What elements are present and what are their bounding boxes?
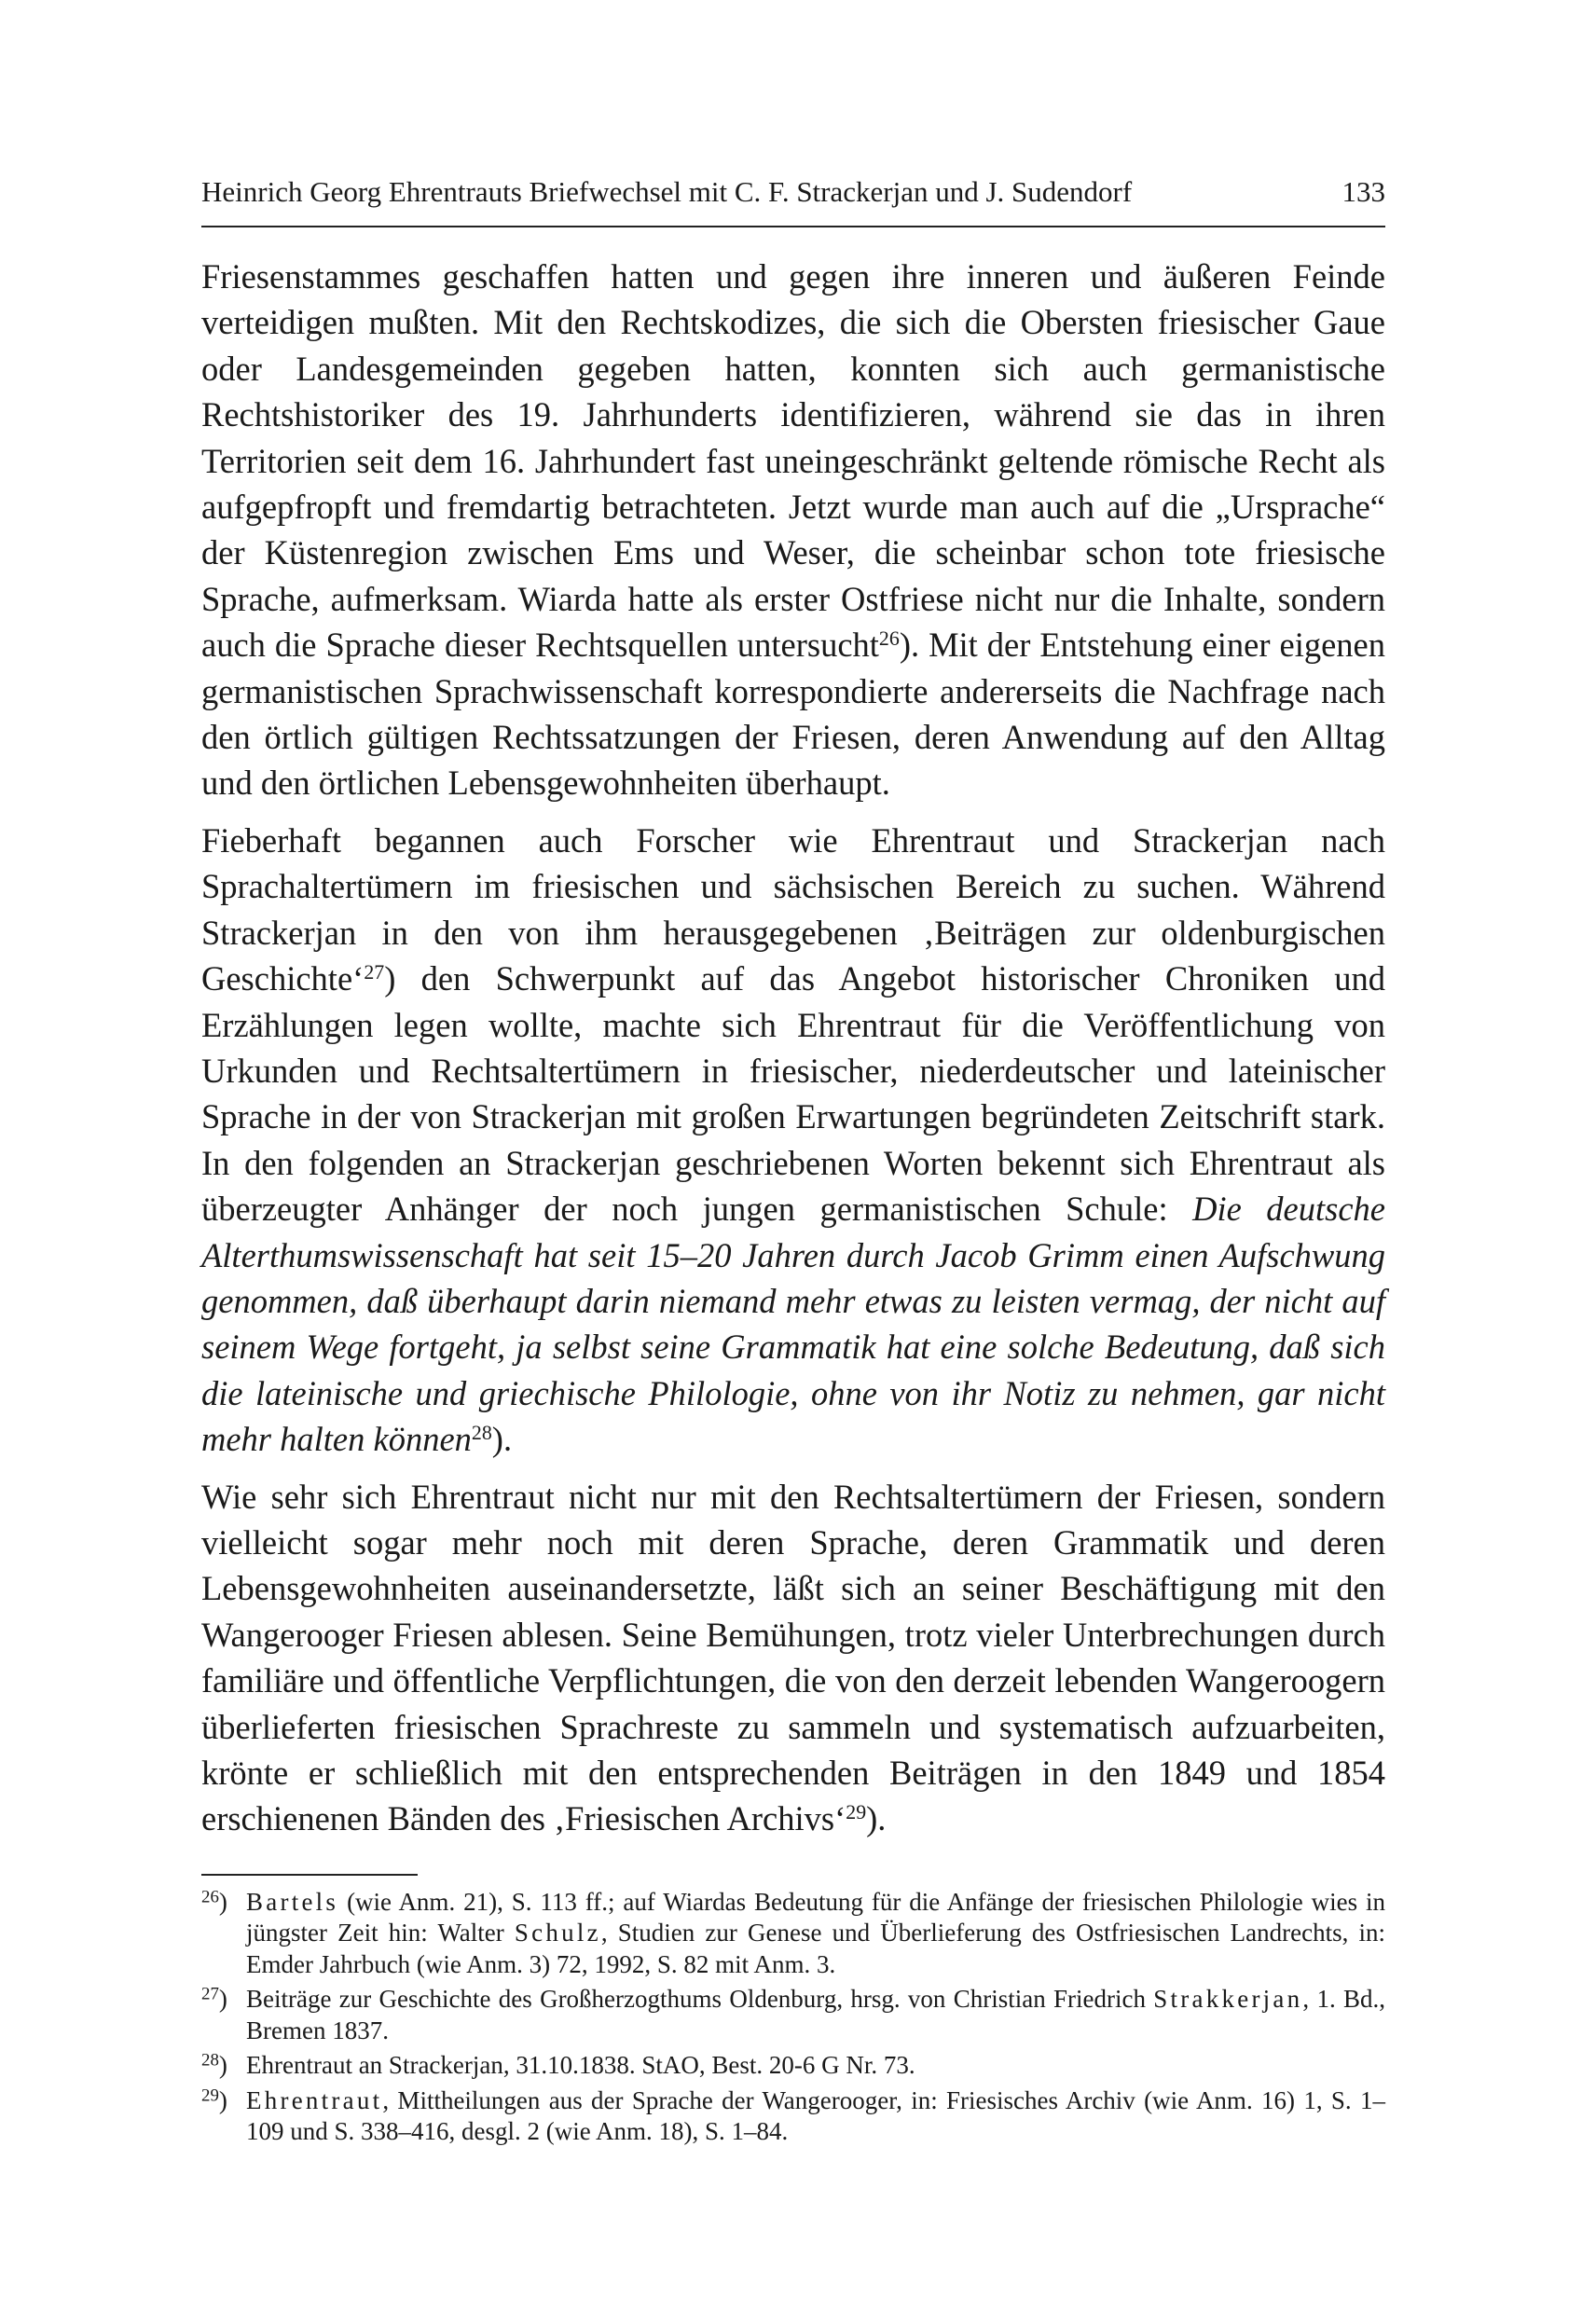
footnote-26: $^{26}$) Bartels (wie Anm. 21), S. 113 ff.; auf Wiardas Bedeutung für die Anfänge der friesischen Philologie wies in jüngster Zeit hin: Walter Schulz, Studien zur Genese und Überlieferung des Ostfriesischen Landrechts, in: Emder Jahrbuch (wie Anm. 3) 72, 1992, S. 82 mit Anm. 3. — [201, 1887, 1385, 1978]
footnote-number: 26 — [201, 1887, 219, 1907]
quotation: Die deutsche Alterthumswissenschaft hat seit 15–20 Jahren durch Jacob Grimm einen Aufschwung genommen, daß überhaupt darin niemand mehr etwas zu leisten vermag, der nicht auf seinem Wege fortgeht, ja selbst seine Grammatik hat eine solche Bedeutung, daß sich die lateinische und griechische Philologie, ohne von ihr Notiz zu nehmen, gar nicht mehr halten können — [201, 1190, 1385, 1459]
footnote-number: 27 — [201, 1984, 219, 2004]
footnote-number: 28 — [201, 2050, 219, 2071]
author-name: Ehrentraut — [246, 2085, 383, 2114]
footnote-27: $^{27}$) Beiträge zur Geschichte des Großherzogthums Oldenburg, hrsg. von Christian Friedrich Strakkerjan, 1. Bd., Bremen 1837. — [201, 1984, 1386, 2044]
paragraph-3: Wie sehr sich Ehrentraut nicht nur mit den Rechtsaltertümern der Friesen, sondern vielleicht sogar mehr noch mit deren Sprache, deren Grammatik und deren Lebensgewohnheiten auseinandersetzte, läßt sich an seiner Beschäftigung mit den Wangerooger Friesen ablesen. Seine Bemühungen, trotz vieler Unterbrechungen durch familiäre und öffentliche Verpflichtungen, die von den derzeit lebenden Wangeroogern überlieferten friesischen Sprachreste zu sammeln und systematisch aufzuarbeiten, krönte er schließlich mit den entsprechenden Beiträgen in den 1849 und 1854 erschienenen Bänden des ‚Friesischen Archivs‘$^{29}$). — [201, 1477, 1385, 1838]
running-title: Heinrich Georg Ehrentrauts Briefwechsel mit C. F. Strackerjan und J. Sudendorf — [201, 175, 1133, 208]
paragraph-1: Friesenstammes geschaffen hatten und gegen ihre inneren und äußeren Feinde verteidigen mußten. Mit den Rechtskodizes, die sich die Obersten friesischer Gaue oder Landesgemeinden gegeben hatten, konnten sich auch germanistische Rechtshistoriker des 19. Jahrhunderts identifizieren, während sie das in ihren Territorien seit dem 16. Jahrhundert fast uneingeschränkt geltende römische Recht als aufgepfropft und fremdartig betrachteten. Jetzt wurde man auch auf die „Ursprache“ der Küstenregion zwischen Ems und Weser, die scheinbar schon tote friesische Sprache, aufmerksam. Wiarda hatte als erster Ostfriese nicht nur die Inhalte, sondern auch die Sprache dieser Rechtsquellen untersucht$^{26}$). Mit der Entstehung einer eigenen germanistischen Sprachwissenschaft korrespondierte andererseits die Nachfrage nach den örtlich gültigen Rechtssatzungen der Friesen, deren Anwendung auf den Alltag und den örtlichen Lebensgewohnheiten überhaupt. — [201, 257, 1386, 803]
footnote-divider — [201, 1874, 418, 1876]
running-head — [201, 173, 1385, 227]
page — [201, 173, 1385, 2148]
page-number: 133 — [1341, 175, 1385, 208]
footnote-ref-26[interactable]: 26 — [878, 626, 900, 651]
footnote-number: 29 — [201, 2085, 219, 2106]
footnote-ref-28[interactable]: 28 — [471, 1421, 492, 1445]
author-name: Schulz — [514, 1919, 601, 1947]
footnote-29: $^{29}$) Ehrentraut, Mittheilungen aus der Sprache der Wangerooger, in: Friesisches Archiv (wie Anm. 16) 1, S. 1–109 und S. 338–416, desgl. 2 (wie Anm. 18), S. 1–84. — [201, 2085, 1385, 2146]
author-name: Strakkerjan — [1153, 1985, 1303, 2014]
paragraph-2: Fieberhaft begannen auch Forscher wie Ehrentraut und Strackerjan nach Sprachaltertümern im friesischen und sächsischen Bereich zu suchen. Während Strackerjan in den von ihm herausgegebenen ‚Beiträgen zur oldenburgischen Geschichte‘$^{27}$) den Schwerpunkt auf das Angebot historischer Chroniken und Erzählungen legen wollte, machte sich Ehrentraut für die Veröffentlichung von Urkunden und Rechtsaltertümern in friesischer, niederdeutscher und lateinischer Sprache in der von Strackerjan mit großen Erwartungen begründeten Zeitschrift stark. In den folgenden an Strackerjan geschriebenen Worten bekennt sich Ehrentraut als überzeugter Anhänger der noch jungen germanistischen Schule: Die deutsche Alterthumswissenschaft hat seit 15–20 Jahren durch Jacob Grimm einen Aufschwung genommen, daß überhaupt darin niemand mehr etwas zu leisten vermag, der nicht auf seinem Wege fortgeht, ja selbst seine Grammatik hat eine solche Bedeutung, daß sich die lateinische und griechische Philologie, ohne von ihr Notiz zu nehmen, gar nicht mehr halten können$^{28}$). — [201, 820, 1385, 1459]
footnotes — [201, 1887, 1385, 2148]
footnote-ref-27[interactable]: 27 — [364, 960, 385, 984]
body-text — [201, 254, 1385, 1842]
author-name: Bartels — [246, 1887, 339, 1916]
footnote-28: $^{28}$) Ehrentraut an Strackerjan, 31.10.1838. StAO, Best. 20-6 G Nr. 73. — [201, 2050, 915, 2080]
footnote-ref-29[interactable]: 29 — [846, 1800, 867, 1824]
